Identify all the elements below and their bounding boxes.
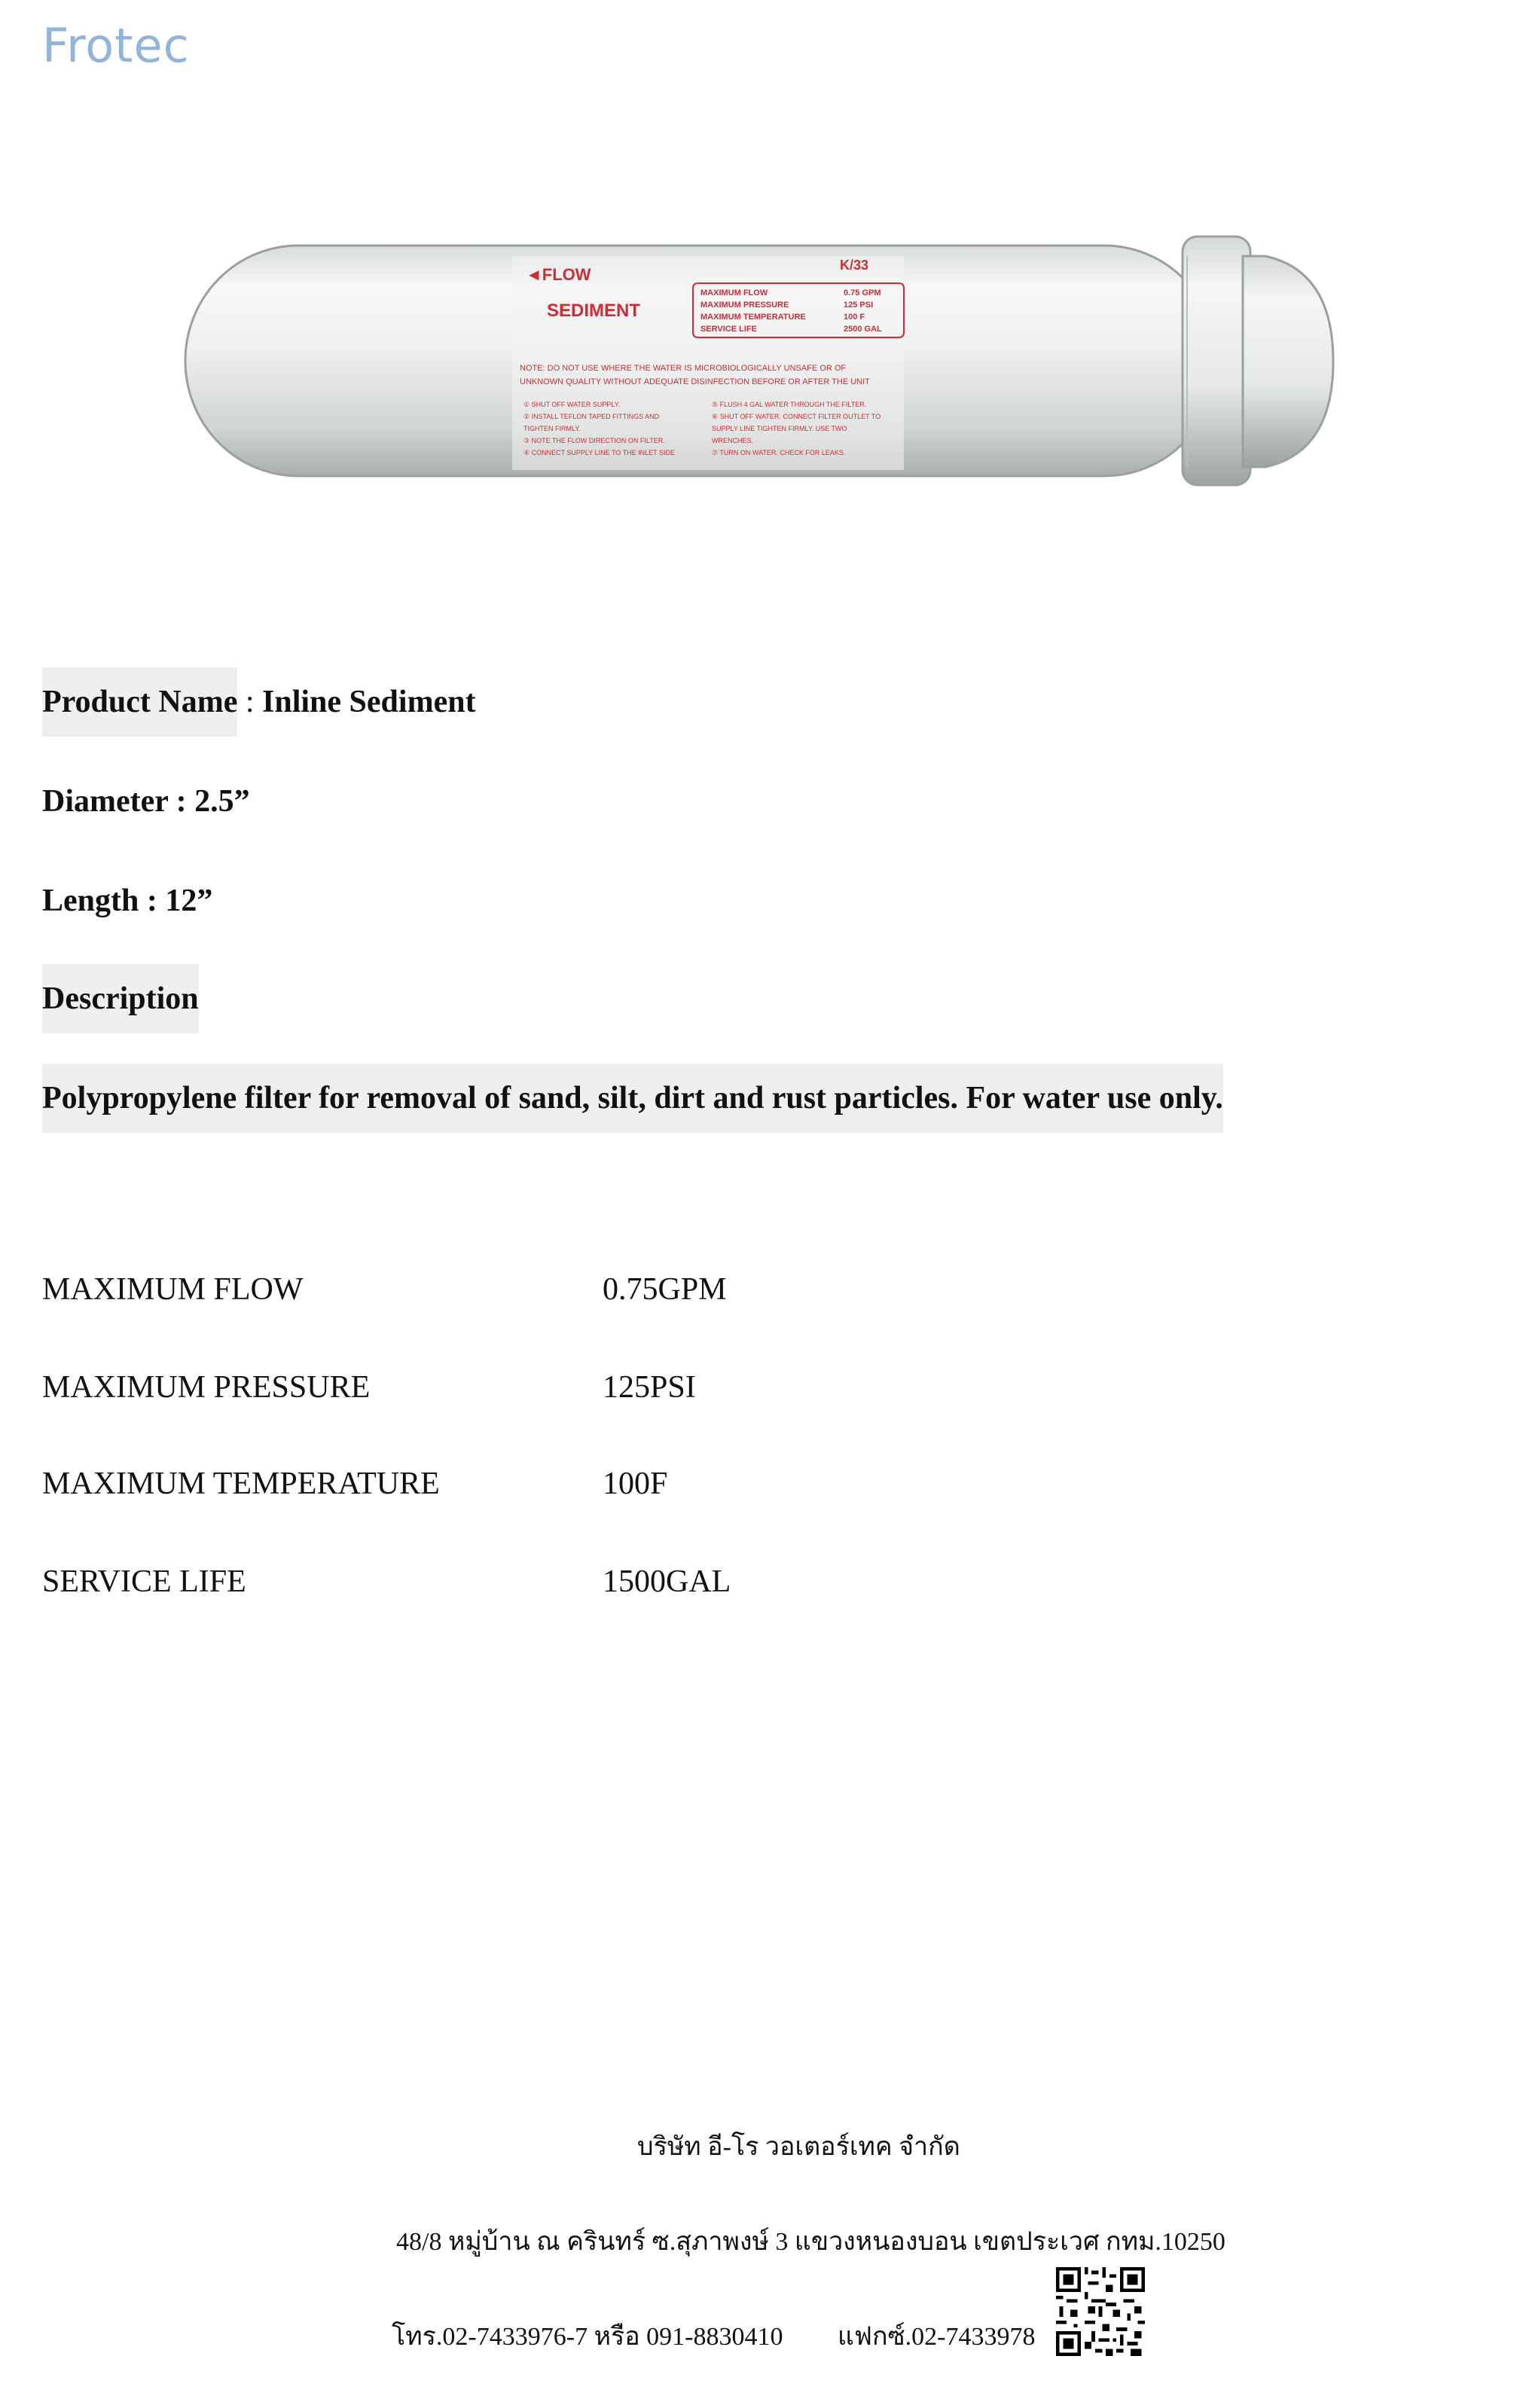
label-spec-label: MAXIMUM PRESSURE bbox=[700, 301, 789, 310]
qr-code bbox=[1056, 2267, 1145, 2356]
label-instruction: ③ NOTE THE FLOW DIRECTION ON FILTER. bbox=[523, 437, 665, 444]
product-image-filter-cartridge bbox=[181, 226, 1341, 512]
sediment-label: SEDIMENT bbox=[547, 301, 641, 321]
product-name-value: Inline Sediment bbox=[262, 685, 476, 719]
footer-company: บริษัท อี-โร วอเตอร์เทค จำกัด bbox=[637, 2133, 960, 2161]
product-name-row bbox=[42, 667, 476, 737]
label-instruction: ⑥ SHUT OFF WATER. CONNECT FILTER OUTLET TO bbox=[712, 413, 881, 420]
label-spec-value: 100 F bbox=[844, 313, 865, 322]
label-instruction: ① SHUT OFF WATER SUPPLY. bbox=[523, 401, 621, 408]
product-name-separator: : bbox=[237, 685, 263, 719]
label-spec-label: MAXIMUM FLOW bbox=[700, 288, 768, 298]
description-text: Polypropylene filter for removal of sand, silt, dirt and rust particles. For water use only. bbox=[42, 1064, 1223, 1133]
spec-label: MAXIMUM TEMPERATURE bbox=[42, 1466, 440, 1501]
flow-label: ◄FLOW bbox=[526, 265, 591, 284]
footer-phone: โทร.02-7433976-7 หรือ 091-8830410 bbox=[392, 2323, 783, 2351]
label-spec-label: SERVICE LIFE bbox=[700, 325, 757, 334]
product-name-label: Product Name bbox=[42, 667, 237, 737]
label-spec-value: 2500 GAL bbox=[844, 325, 882, 334]
spec-value: 125PSI bbox=[603, 1370, 696, 1405]
diameter: Diameter : 2.5” bbox=[42, 784, 250, 819]
description-text-row bbox=[42, 1064, 1223, 1133]
label-spec-value: 0.75 GPM bbox=[844, 288, 881, 298]
model-label: K/33 bbox=[840, 258, 869, 273]
spec-value: 1500GAL bbox=[603, 1564, 731, 1599]
spec-label: SERVICE LIFE bbox=[42, 1564, 246, 1599]
description-label: Description bbox=[42, 964, 199, 1033]
spec-label: MAXIMUM FLOW bbox=[42, 1272, 304, 1307]
label-instruction: ④ CONNECT SUPPLY LINE TO THE INLET SIDE bbox=[523, 449, 675, 456]
spec-value: 100F bbox=[603, 1466, 668, 1501]
length: Length : 12” bbox=[42, 884, 213, 918]
label-instruction: WRENCHES. bbox=[712, 437, 754, 444]
label-instruction: ⑤ FLUSH 4 GAL WATER THROUGH THE FILTER. bbox=[712, 401, 867, 408]
label-instruction: TIGHTEN FIRMLY. bbox=[523, 425, 581, 432]
label-instruction: ② INSTALL TEFLON TAPED FITTINGS AND bbox=[523, 413, 660, 420]
label-instruction: ⑦ TURN ON WATER. CHECK FOR LEAKS. bbox=[712, 449, 846, 456]
label-spec-label: MAXIMUM TEMPERATURE bbox=[700, 313, 806, 322]
label-spec-value: 125 PSI bbox=[844, 301, 874, 310]
description-heading bbox=[42, 964, 199, 1033]
brand-logo: Frotec bbox=[42, 18, 190, 73]
label-instruction: SUPPLY LINE TIGHTEN FIRMLY. USE TWO bbox=[712, 425, 847, 432]
filter-cap-end bbox=[1243, 256, 1333, 467]
spec-label: MAXIMUM PRESSURE bbox=[42, 1370, 371, 1405]
label-note-line: NOTE: DO NOT USE WHERE THE WATER IS MICROBIOLOGICALLY UNSAFE OR OF bbox=[520, 364, 847, 373]
filter-cap-collar bbox=[1183, 237, 1250, 485]
spec-value: 0.75GPM bbox=[603, 1272, 727, 1307]
footer-address: 48/8 หมู่บ้าน ณ ครินทร์ ซ.สุภาพงษ์ 3 แขวงหนองบอน เขตประเวศ กทม.10250 bbox=[396, 2228, 1225, 2256]
footer-fax: แฟกซ์.02-7433978 bbox=[838, 2323, 1036, 2351]
label-note-line: UNKNOWN QUALITY WITHOUT ADEQUATE DISINFECTION BEFORE OR AFTER THE UNIT bbox=[520, 377, 870, 386]
